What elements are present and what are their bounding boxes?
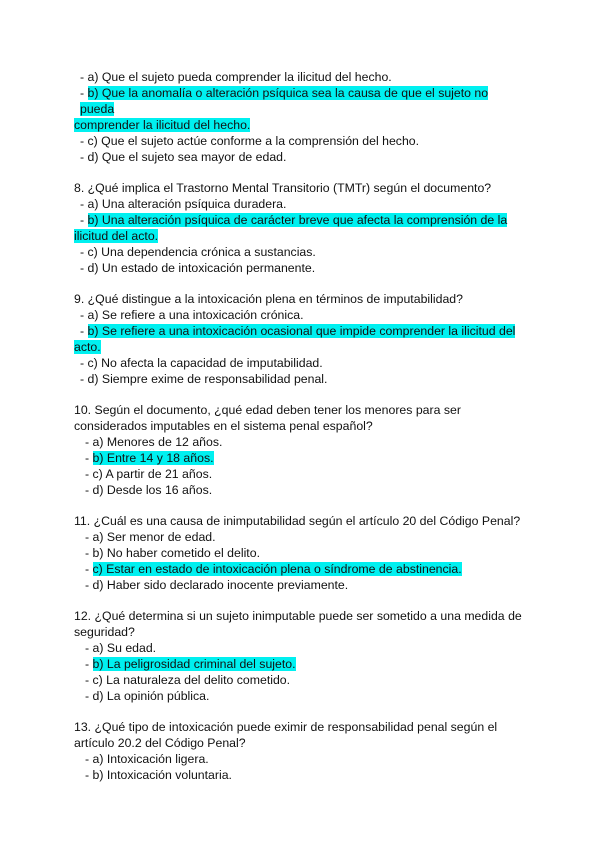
option-8a: - a) Una alteración psíquica duradera. — [80, 197, 287, 211]
highlight-continuation: ilicitud del acto. — [74, 229, 159, 243]
option-7c: - c) Que el sujeto actúe conforme a la comprensión del hecho. — [80, 134, 420, 148]
option-7d: - d) Que el sujeto sea mayor de edad. — [80, 150, 287, 164]
option-9a: - a) Se refiere a una intoxicación crónica. — [80, 308, 304, 322]
option-13a: - a) Intoxicación ligera. — [85, 752, 209, 766]
question-stem-line-2: considerados imputables en el sistema penal español? — [74, 419, 373, 433]
question-stem-line-2: seguridad? — [74, 625, 135, 639]
option-9d: - d) Siempre exime de responsabilidad penal. — [80, 372, 328, 386]
question-11 — [74, 513, 524, 593]
question-stem-line-1: 10. Según el documento, ¿qué edad deben tener los menores para ser — [74, 403, 461, 417]
option-9c: - c) No afecta la capacidad de imputabilidad. — [80, 356, 323, 370]
question-stem-line-1: 13. ¿Qué tipo de intoxicación puede eximir de responsabilidad penal según el — [74, 720, 498, 734]
question-7-partial — [74, 69, 524, 165]
document-page — [74, 69, 524, 798]
option-12a: - a) Su edad. — [85, 641, 157, 655]
question-13 — [74, 719, 524, 783]
question-12 — [74, 608, 524, 704]
option-10c: - c) A partir de 21 años. — [85, 467, 213, 481]
option-10d: - d) Desde los 16 años. — [85, 483, 213, 497]
question-10 — [74, 402, 524, 498]
option-7a: - a) Que el sujeto pueda comprender la ilicitud del hecho. — [80, 70, 392, 84]
question-stem: 11. ¿Cuál es una causa de inimputabilidad según el artículo 20 del Código Penal? — [74, 514, 521, 528]
question-9 — [74, 291, 524, 387]
highlight: b) La peligrosidad criminal del sujeto. — [92, 657, 296, 671]
option-12c: - c) La naturaleza del delito cometido. — [85, 673, 291, 687]
option-10a: - a) Menores de 12 años. — [85, 435, 223, 449]
option-11c-correct: - c) Estar en estado de intoxicación plena o síndrome de abstinencia. — [85, 562, 462, 576]
option-11a: - a) Ser menor de edad. — [85, 530, 216, 544]
highlight-continuation: acto. — [74, 340, 101, 354]
highlight-continuation: comprender la ilicitud del hecho. — [74, 118, 251, 132]
highlight: b) Se refiere a una intoxicación ocasional que impide comprender la ilicitud del — [87, 324, 516, 338]
option-11d: - d) Haber sido declarado inocente previamente. — [85, 578, 349, 592]
option-13b: - b) Intoxicación voluntaria. — [85, 768, 232, 782]
option-8b-correct: - b) Una alteración psíquica de carácter breve que afecta la comprensión de la ilicitud del acto. — [74, 213, 508, 243]
highlight: b) Una alteración psíquica de carácter breve que afecta la comprensión de la — [87, 213, 508, 227]
option-8c: - c) Una dependencia crónica a sustancias. — [80, 245, 316, 259]
option-11b: - b) No haber cometido el delito. — [85, 546, 260, 560]
option-12b-correct: - b) La peligrosidad criminal del sujeto. — [85, 657, 296, 671]
highlight: b) Que la anomalía o alteración psíquica sea la causa de que el sujeto no pueda — [80, 86, 489, 116]
option-8d: - d) Un estado de intoxicación permanente. — [80, 261, 316, 275]
question-8 — [74, 180, 524, 276]
option-10b-correct: - b) Entre 14 y 18 años. — [85, 451, 214, 465]
question-stem-line-2: artículo 20.2 del Código Penal? — [74, 736, 246, 750]
option-9b-correct: - b) Se refiere a una intoxicación ocasional que impide comprender la ilicitud del acto. — [74, 324, 516, 354]
option-12d: - d) La opinión pública. — [85, 689, 210, 703]
highlight: c) Estar en estado de intoxicación plena o síndrome de abstinencia. — [92, 562, 462, 576]
question-stem-line-1: 12. ¿Qué determina si un sujeto inimputable puede ser sometido a una medida de — [74, 609, 522, 623]
highlight: b) Entre 14 y 18 años. — [92, 451, 214, 465]
option-7b-correct: - b) Que la anomalía o alteración psíquica sea la causa de que el sujeto no pueda comprender la ilicitud del hecho. — [74, 86, 489, 132]
question-stem: 8. ¿Qué implica el Trastorno Mental Transitorio (TMTr) según el documento? — [74, 181, 492, 195]
question-stem: 9. ¿Qué distingue a la intoxicación plena en términos de imputabilidad? — [74, 292, 463, 306]
